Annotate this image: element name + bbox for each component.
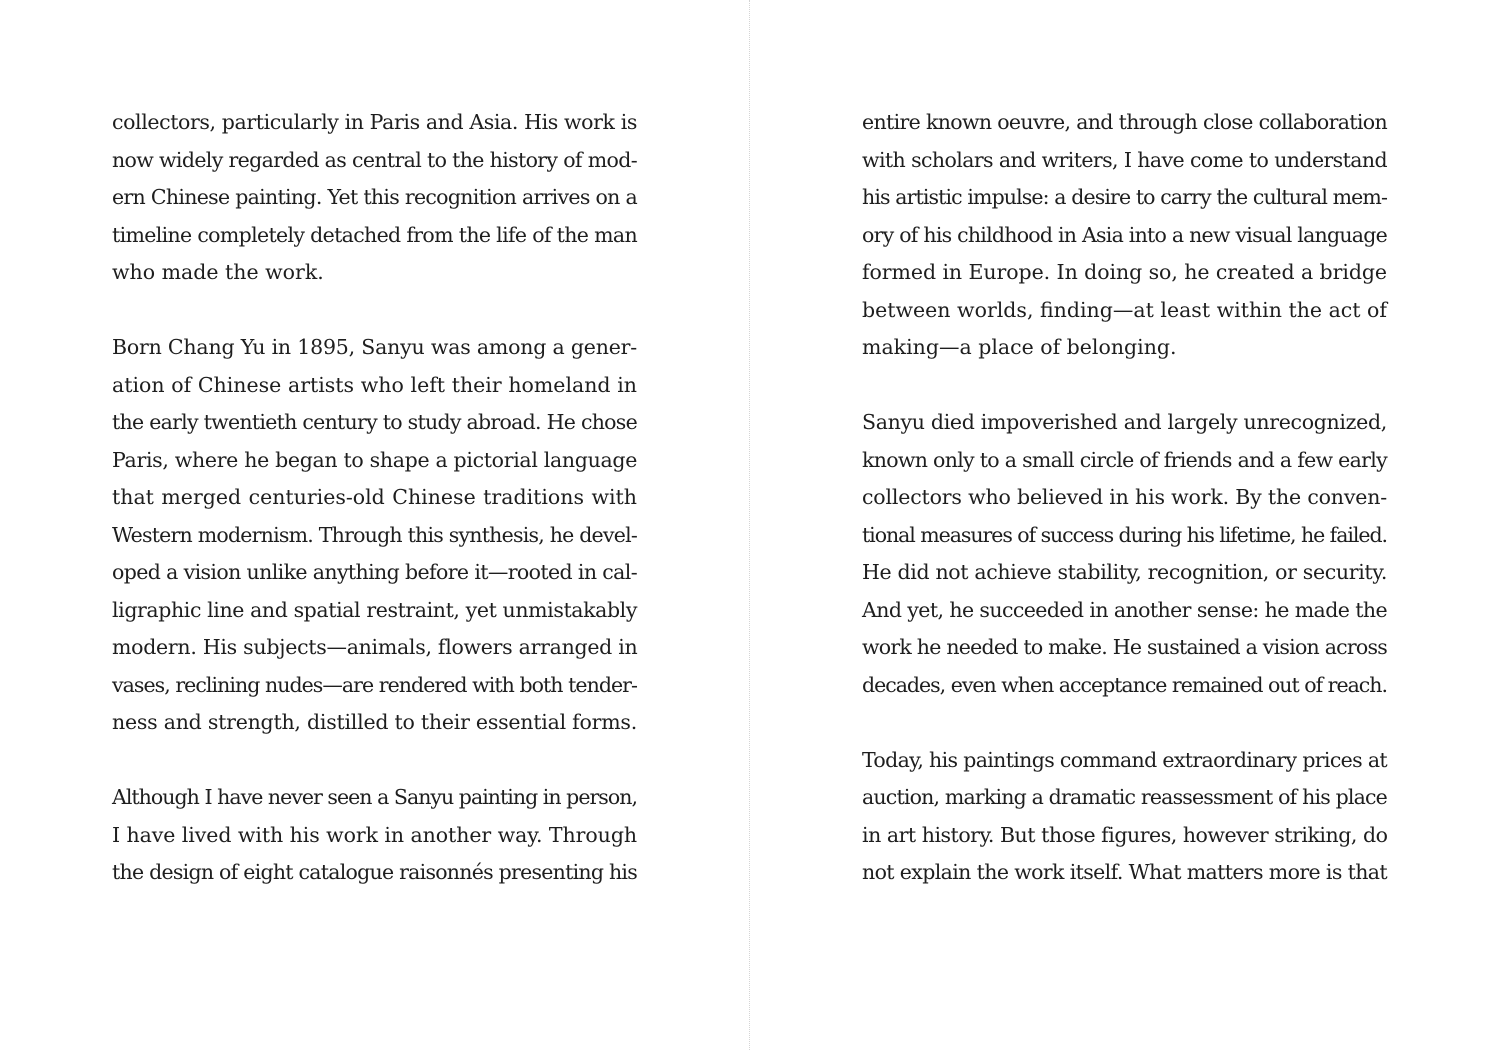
left-page [112,104,637,929]
text-line: making—a place of belonging. [862,335,1177,359]
text-line: the early twentieth century to study abroad. He chose [112,410,637,434]
text-line: He did not achieve stability, recognition, or security. [862,560,1387,584]
text-line: that merged centuries-old Chinese traditions with [112,485,637,509]
text-line: not explain the work itself. What matters more is that [862,860,1387,884]
paragraph [862,742,1387,892]
text-line: his artistic impulse: a desire to carry the cultural mem- [862,185,1387,209]
text-line: the design of eight catalogue raisonnés presenting his [112,860,638,884]
text-line: Western modernism. Through this synthesis, he devel- [112,522,637,547]
text-line: ation of Chinese artists who left their homeland in [112,372,637,397]
text-line: ness and strength, distilled to their essential forms. [112,710,637,734]
text-line: timeline completely detached from the life of the man [112,222,637,247]
text-line: And yet, he succeeded in another sense: he made the [862,597,1388,622]
page-gutter [749,0,750,1050]
text-line: now widely regarded as central to the history of mod- [112,147,637,172]
paragraph [112,329,637,742]
text-line: ligraphic line and spatial restraint, yet unmistakably [112,597,638,622]
text-line: modern. His subjects—animals, flowers arranged in [112,635,638,659]
text-line: ern Chinese painting. Yet this recognition arrives on a [112,185,637,209]
text-line: with scholars and writers, I have come to understand [862,147,1388,172]
text-line: vases, reclining nudes—are rendered with both tender- [112,672,637,697]
text-line: Although I have never seen a Sanyu painting in person, [112,785,637,809]
text-line: collectors who believed in his work. By the conven- [862,485,1387,509]
text-line: between worlds, finding—at least within the act of [862,297,1387,322]
text-line: entire known oeuvre, and through close collaboration [862,110,1387,134]
text-line: oped a vision unlike anything before it—rooted in cal- [112,560,637,584]
paragraph [862,104,1387,367]
text-line: work he needed to make. He sustained a vision across [862,635,1388,659]
text-line: I have lived with his work in another way. Through [112,822,638,847]
paragraph [862,404,1387,704]
paragraph [112,104,637,292]
text-line: decades, even when acceptance remained out of reach. [862,672,1387,697]
text-line: in art history. But those figures, however striking, do [862,822,1388,847]
text-line: auction, marking a dramatic reassessment of his place [862,785,1387,809]
text-line: Today, his paintings command extraordinary prices at [862,747,1388,772]
text-line: Sanyu died impoverished and largely unrecognized, [862,410,1387,434]
text-line: formed in Europe. In doing so, he created a bridge [862,260,1387,284]
text-line: Born Chang Yu in 1895, Sanyu was among a gener- [112,335,637,359]
paragraph [112,779,637,892]
text-line: tional measures of success during his lifetime, he failed. [862,522,1387,547]
text-line: collectors, particularly in Paris and Asia. His work is [112,110,637,134]
text-line: ory of his childhood in Asia into a new visual language [862,222,1388,247]
right-page [862,104,1387,929]
text-line: who made the work. [112,260,324,284]
text-line: known only to a small circle of friends and a few early [862,447,1387,472]
text-line: Paris, where he began to shape a pictorial language [112,447,638,472]
